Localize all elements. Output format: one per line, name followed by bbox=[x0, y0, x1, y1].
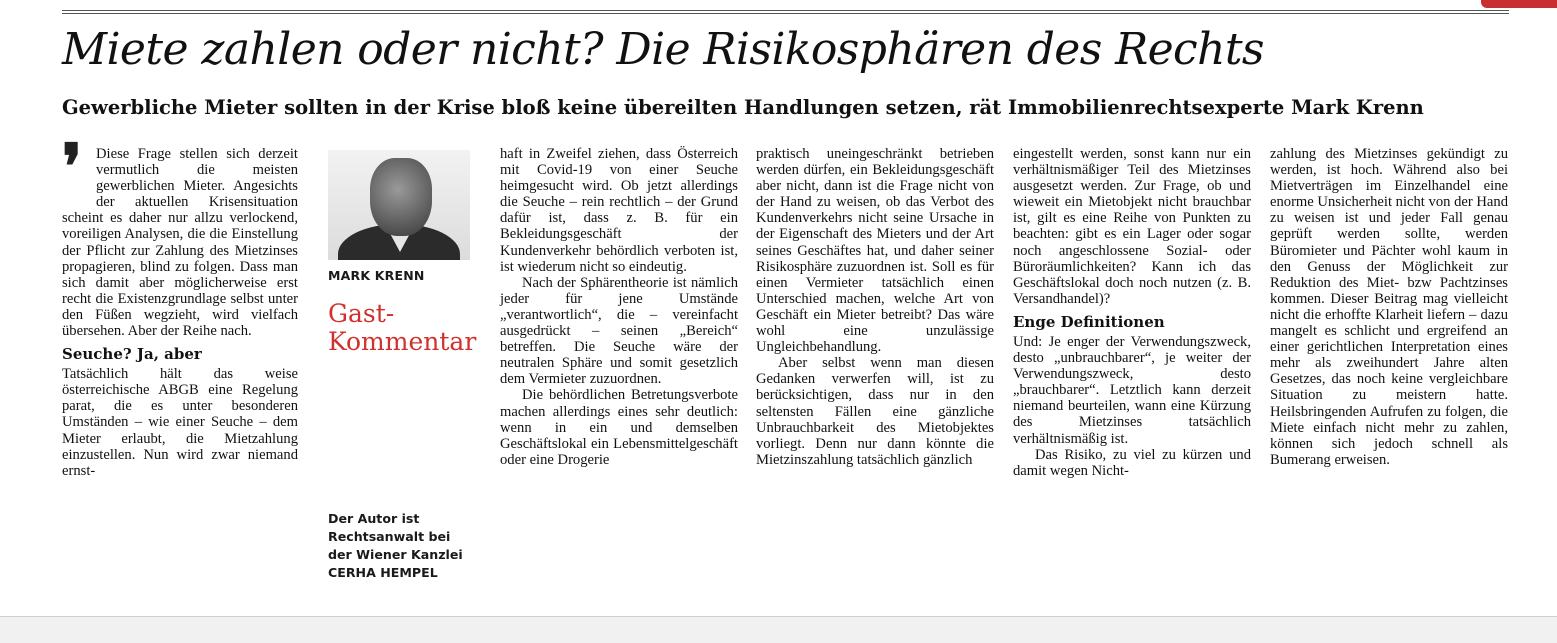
subheading-seuche: Seuche? Ja, aber bbox=[62, 345, 202, 364]
col6-paragraph-1: zahlung des Mietzinses gekündigt zu werden, ist hoch. Während also bei Mietverträgen im Einzelhandel eine enorme Unsicherheit nicht von der Hand zu weisen ist und jeder Fall genau geprüft werden sollte, werden Büromieter und Pächter wohl kaum in den Genuss der Möglichkeit zur Reduktion des Miet- bzw Pachtzinses kommen. Dieser Beitrag mag vielleicht nicht die erhoffte Klarheit liefern – dazu mangelt es schlicht und ergreifend an einer gerichtlichen Interpretation eines mehr als zweihundert Jahre alten Gesetzes, das noch keine vergleichbare Situation zu meistern hatte. Heilsbringenden Aufrufen zu folgen, die Miete einfach nicht mehr zu zahlen, können sich jedoch schnell als Bumerang erweisen. bbox=[1270, 146, 1508, 468]
top-rule bbox=[62, 10, 1509, 11]
bottom-bar bbox=[0, 616, 1557, 643]
column-label-line-2: Kommentar bbox=[328, 327, 477, 356]
column-6 bbox=[1270, 146, 1508, 468]
col4-paragraph-1: praktisch uneingeschränkt betrieben werden dürfen, ein Bekleidungsgeschäft aber nicht, dann ist die Frage nicht von der Hand zu weisen, ob das Verbot des Kundenverkehrs nicht seine Ursache in der Eigenschaft des Mieters und der Art seines Geschäftes hat, und daher seiner Risikosphäre zuzuordnen ist. Soll es für einen Vermieter tatsächlich einen Unterschied machen, welche Art von Geschäft ein Mieter betreibt? Das wäre wohl eine unzulässige Ungleichbehandlung. bbox=[756, 146, 994, 356]
top-rule-second bbox=[62, 13, 1509, 14]
author-note-line-4: CERHA HEMPEL bbox=[328, 565, 438, 580]
col5-paragraph-2: Und: Je enger der Verwendungszweck, desto „unbrauchbarer“, je weiter der Verwendungszweck, desto „brauchbarer“. Letztlich kann derzeit niemand beurteilen, wann eine Kürzung des Mietzinses tatsächlich verhältnismäßig ist. bbox=[1013, 333, 1251, 447]
col4-paragraph-2: Aber selbst wenn man diesen Gedanken verwerfen will, ist zu berücksichtigen, dass nur in den seltensten Fällen eine gänzliche Unbrauchbarkeit des Mietobjektes vorliegt. Denn nur dann könnte die Mietzinszahlung tatsächlich gänzlich bbox=[756, 355, 994, 468]
col3-paragraph-1: haft in Zweifel ziehen, dass Österreich mit Covid-19 von einer Seuche heimgesucht wird. Ob jetzt allerdings die Seuche – rein rechtlich – der Grund dafür ist, dass z. B. für ein Bekleidungsgeschäft der Kundenverkehr behördlich verboten ist, ist wiederum nicht so eindeutig. bbox=[500, 146, 738, 275]
author-name: MARK KRENN bbox=[328, 268, 425, 283]
column-3 bbox=[500, 146, 738, 468]
col3-paragraph-3: Die behördlichen Betretungsverbote machen allerdings eines sehr deutlich: wenn in ein und demselben Geschäftslokal ein Lebensmittelgeschäft oder eine Drogerie bbox=[500, 387, 738, 468]
quote-mark-icon: ❜ bbox=[62, 130, 82, 203]
subheadline: Gewerbliche Mieter sollten in der Krise bloß keine übereilten Handlungen setzen, rät Immobilienrechtsexperte Mark Krenn bbox=[62, 96, 1424, 119]
col1-paragraph-1: Diese Frage stellen sich derzeit vermutlich die meisten gewerblichen Mieter. Angesichts der aktuellen Krisensituation scheint es daher nur allzu verlockend, voreiligen Analysen, die die Einstellung der Pflicht zur Zahlung des Mietzinses propagieren, blind zu folgen. Dass man sich damit aber möglicherweise erst recht die Existenzgrundlage selbst unter den Füßen wegzieht, wird vielfach übersehen. Aber der Reihe nach. bbox=[62, 146, 298, 340]
column-5 bbox=[1013, 146, 1251, 479]
column-label bbox=[328, 300, 476, 356]
column-1 bbox=[62, 130, 298, 479]
author-note-line-2: Rechtsanwalt bei bbox=[328, 529, 451, 544]
author-photo bbox=[328, 150, 470, 260]
top-right-tab[interactable] bbox=[1481, 0, 1557, 8]
column-4 bbox=[756, 146, 994, 468]
author-note-line-3: der Wiener Kanzlei bbox=[328, 547, 463, 562]
col1-paragraph-2: Tatsächlich hält das weise österreichische ABGB eine Regelung parat, die es unter besonderen Umständen – wie einer Seuche – dem Mieter erlaubt, die Mietzahlung einzustellen. Nun wird zwar niemand ernst- bbox=[62, 366, 298, 479]
subheading-enge-definitionen: Enge Definitionen bbox=[1013, 312, 1165, 331]
author-note bbox=[328, 510, 463, 582]
headline: Miete zahlen oder nicht? Die Risikosphären des Rechts bbox=[62, 24, 1264, 75]
column-label-line-1: Gast- bbox=[328, 299, 395, 328]
col3-paragraph-2: Nach der Sphärentheorie ist nämlich jeder für jene Umstände „verantwortlich“, die – vereinfacht ausgedrückt – seinen „Bereich“ betreffen. Die Seuche wäre der neutralen Sphäre und somit gesetzlich dem Vermieter zuzuordnen. bbox=[500, 274, 738, 388]
author-note-line-1: Der Autor ist bbox=[328, 511, 420, 526]
col5-paragraph-3: Das Risiko, zu viel zu kürzen und damit wegen Nicht- bbox=[1013, 446, 1251, 479]
col5-paragraph-1: eingestellt werden, sonst kann nur ein verhältnismäßiger Teil des Mietzinses ausgesetzt werden. Zur Frage, ob und wieweit ein Mietobjekt nicht brauchbar ist, gilt es eine Reihe von Punkten zu beachten: gibt es ein Lager oder sogar noch angeschlossene Sozial- oder Büroräumlichkeiten? Kann ich das Geschäftslokal doch noch nutzen (z. B. Versandhandel)? bbox=[1013, 146, 1251, 307]
